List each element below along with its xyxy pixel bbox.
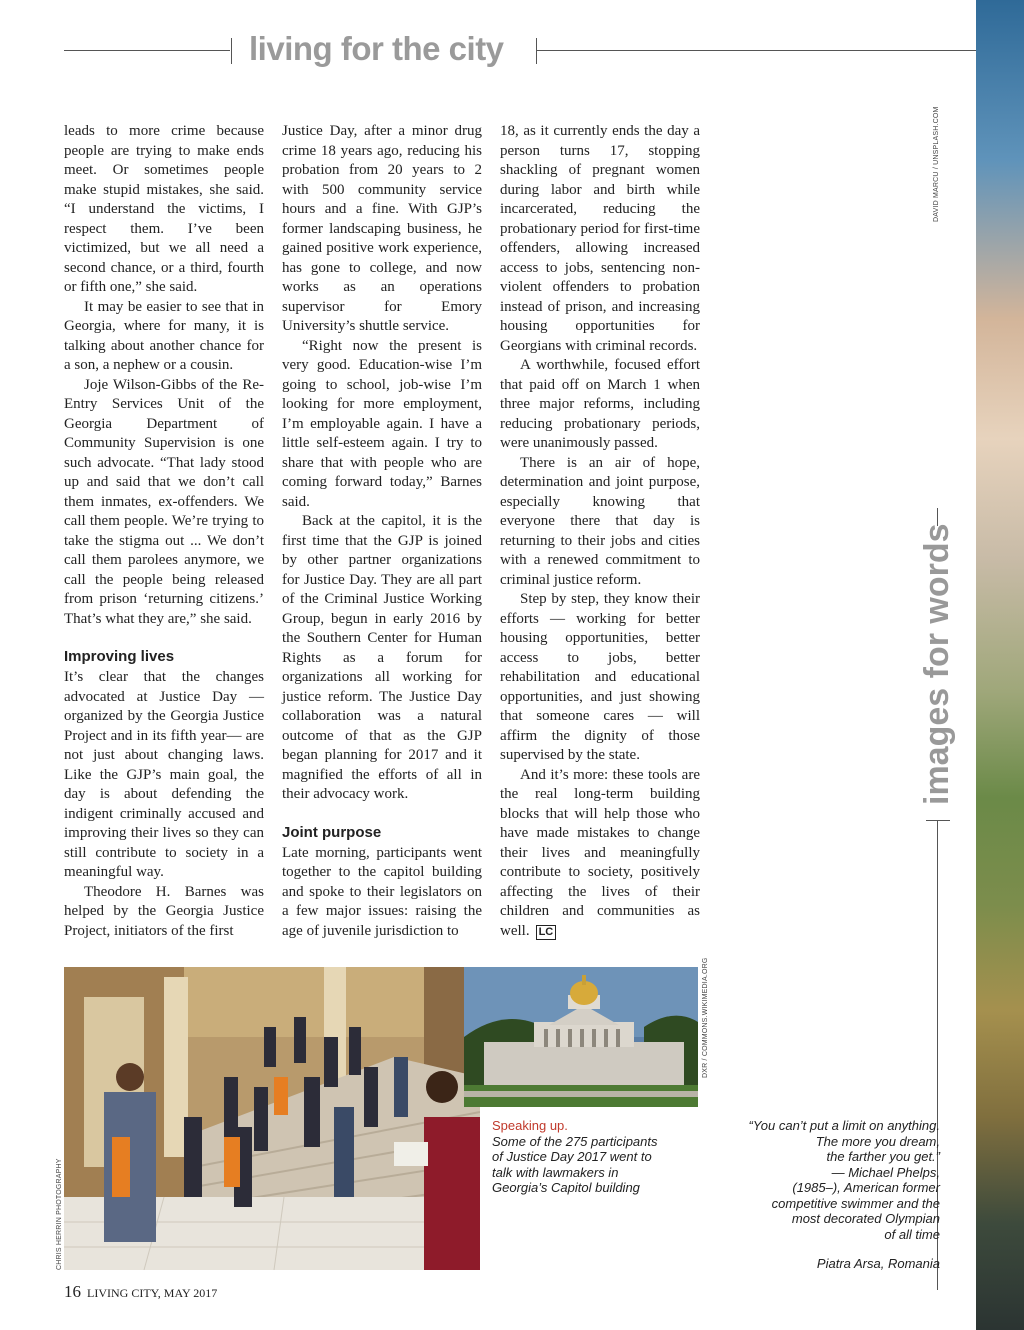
pull-quote: [730, 1118, 940, 1242]
caption-body: Some of the 275 participants of Justice Day 2017 went to talk with lawmakers in Georgia’s Capitol building: [492, 1133, 658, 1195]
quote-line: competitive swimmer and the: [771, 1195, 940, 1211]
header-rule-right: [537, 50, 976, 51]
paragraph: 18, as it currently ends the day a person turns 17, stopping shackling of pregnant women during labor and birth while incarcerated, reducing the probationary period for first-time offenders, allowing increased access to jobs, sentencing non-violent offenders to probation instead of prison, and increasing housing opportunities for Georgians with criminal records.: [500, 123, 700, 354]
paragraph: There is an air of hope, determination and joint purpose, especially knowing that everyone there that day is returning to their jobs and cities with a renewed commitment to criminal justice reform.: [500, 454, 700, 588]
photo-location: Piatra Arsa, Romania: [816, 1256, 940, 1271]
section-title: living for the city: [249, 30, 504, 67]
photo-capitol-staircase-crowd: [64, 967, 480, 1270]
paragraph: Back at the capitol, it is the first time that the GJP is joined by other partner organizations for Justice Day. They are all part of the Criminal Justice Working Group, begun in early 2016 by the Southern Center for Human Rights as a forum for organizations all working for justice reform. The Justice Day collaboration was a natural outcome of that as the GJP began planning for 2017 and it magnified the efforts of all in their advocacy work.: [282, 513, 482, 802]
quote-line: The more you dream,: [815, 1133, 940, 1149]
side-title: images for words: [918, 523, 956, 805]
caption-head: Speaking up.: [492, 1118, 568, 1133]
page-number: 16: [64, 1282, 81, 1301]
subheading-improving-lives: Improving lives: [64, 648, 175, 665]
paragraph: Justice Day, after a minor drug crime 18 years ago, reducing his probation from 20 years to 2 with 500 community service hours and a fine. With GJP’s former landscaping business, he gained positive work experience, has gone to college, and now works as an operations supervisor for Emory University’s shuttle service.: [282, 123, 482, 334]
page-footer: [64, 1282, 217, 1302]
quote-line: — Michael Phelps,: [831, 1164, 940, 1180]
main-photo-credit: CHRIS HERRIN PHOTOGRAPHY: [56, 1158, 63, 1270]
side-rule-cross: [926, 820, 950, 821]
publication-name: LIVING CITY, MAY 2017: [87, 1286, 218, 1300]
paragraph: “Right now the present is very good. Education-wise I’m going to school, job-wise I’m looking for more employment, I’m employable again. I have a little self-esteem again. I try to share that with people who are coming forward today,” Barnes said.: [282, 337, 482, 510]
subheading-joint-purpose: Joint purpose: [282, 823, 382, 841]
side-landscape-photo: [976, 0, 1024, 1330]
article-column-1: [64, 122, 264, 941]
quote-line: “You can’t put a limit on anything.: [748, 1118, 940, 1133]
paragraph: Late morning, participants went together to the capitol building and spoke to their legislators on a few major issues: raising the age of juvenile jurisdiction to: [282, 844, 482, 939]
paragraph: Step by step, they know their efforts — working for better housing opportunities, better access to jobs, better rehabilitation and educational opportunities, and just showing that someone cares — will affirm the dignity of those supervised by the state.: [500, 591, 700, 763]
paragraph: leads to more crime because people are trying to make ends meet. Or sometimes people make stupid mistakes, she said. “I understand the victims, I respect them. I’ve been victimized, but we all need a second chance, or a third, fourth or fifth one,” she said.: [64, 123, 264, 295]
end-mark-logo: LC: [536, 925, 557, 940]
article-column-3: [500, 122, 700, 941]
paragraph: A worthwhile, focused effort that paid off on March 1 when three major reforms, including reducing probationary periods, were unanimously passed.: [500, 357, 700, 451]
paragraph: Joje Wilson-Gibbs of the Re-Entry Services Unit of the Georgia Department of Community Supervision is one such advocate. “That lady stood up and said that we don’t call them inmates, ex-offenders. We call them people. We’re trying to take the stigma out ... We don’t call them parolees anymore, we call the people being released from prison ‘returning citizens.’ That’s what they are,” she said.: [64, 376, 264, 627]
photo-caption: [492, 1118, 662, 1196]
paragraph: [500, 766, 700, 942]
paragraph: Theodore H. Barnes was helped by the Georgia Justice Project, initiators of the first: [64, 883, 264, 939]
header-tick-right: [536, 38, 537, 64]
quote-line: the farther you get.”: [826, 1149, 940, 1164]
quote-line: (1985–), American former: [792, 1180, 940, 1195]
photo-georgia-capitol: [464, 967, 698, 1107]
side-photo-credit: DAVID MARCU / UNSPLASH.COM: [933, 106, 940, 222]
header-rule-left: [64, 50, 230, 51]
article-column-2: [282, 122, 482, 941]
quote-line: of all time: [884, 1226, 940, 1242]
header-tick-left: [231, 38, 232, 64]
paragraph-text: And it’s more: these tools are the real long-term building blocks that will help those who have made mistakes to change their lives and meaningfully contribute to society, positively affecting the lives of their children and communities as well.: [500, 766, 700, 939]
paragraph: It may be easier to see that in Georgia, where for many, it is talking about another chance for a son, a nephew or a cousin.: [64, 298, 264, 373]
paragraph: It’s clear that the changes advocated at Justice Day — organized by the Georgia Justice Project and in its fifth year— are not just about changing laws. Like the GJP’s main goal, the day is about defending the indigent criminally accused and improving their lives so they can still contribute to society in a meaningful way.: [64, 669, 264, 880]
capitol-photo-credit: DXR / COMMONS.WIKIMEDIA.ORG: [702, 957, 709, 1078]
quote-line: most decorated Olympian: [791, 1211, 940, 1226]
